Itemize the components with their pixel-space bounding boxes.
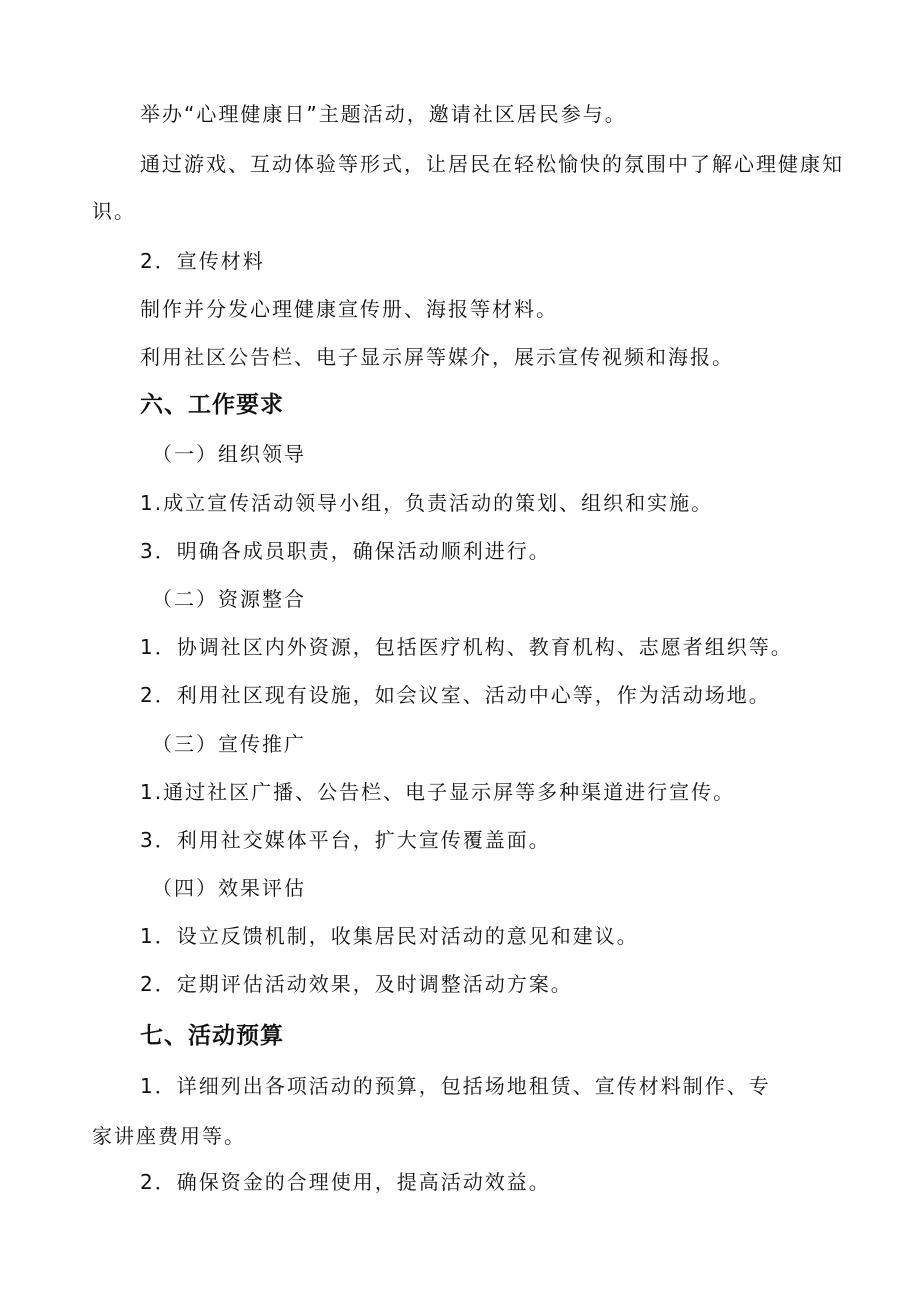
subheading-promotion: （三）宣传推广 bbox=[152, 732, 306, 756]
item-leadership-group: 1.成立宣传活动领导小组，负责活动的策划、组织和实施。 bbox=[140, 491, 714, 515]
paragraph-brochures: 制作并分发心理健康宣传册、海报等材料。 bbox=[140, 297, 558, 321]
subheading-organization: （一）组织领导 bbox=[152, 442, 306, 466]
item-social-media: 3．利用社交媒体平台，扩大宣传覆盖面。 bbox=[140, 828, 551, 852]
item-budget-line1: 1．详细列出各项活动的预算，包括场地租赁、宣传材料制作、专 bbox=[140, 1074, 771, 1098]
paragraph-games-line2: 识。 bbox=[92, 199, 136, 223]
item-budget-line2: 家讲座费用等。 bbox=[92, 1124, 246, 1148]
item-coordinate-resources: 1．协调社区内外资源，包括医疗机构、教育机构、志愿者组织等。 bbox=[140, 635, 793, 659]
subheading-resources: （二）资源整合 bbox=[152, 587, 306, 611]
section-heading-budget: 七、活动预算 bbox=[140, 1023, 284, 1049]
item-channels: 1.通过社区广播、公告栏、电子显示屏等多种渠道进行宣传。 bbox=[140, 780, 736, 804]
item-feedback: 1．设立反馈机制，收集居民对活动的意见和建议。 bbox=[140, 924, 639, 948]
paragraph-activity-day: 举办“心理健康日”主题活动，邀请社区居民参与。 bbox=[140, 102, 627, 126]
section-heading-work-requirements: 六、工作要求 bbox=[140, 392, 284, 418]
item-evaluate-effect: 2．定期评估活动效果，及时调整活动方案。 bbox=[140, 972, 573, 996]
subheading-evaluation: （四）效果评估 bbox=[152, 876, 306, 900]
item-fund-usage: 2．确保资金的合理使用，提高活动效益。 bbox=[140, 1170, 551, 1194]
item-use-facilities: 2．利用社区现有设施，如会议室、活动中心等，作为活动场地。 bbox=[140, 683, 771, 707]
paragraph-bulletin: 利用社区公告栏、电子显示屏等媒介，展示宣传视频和海报。 bbox=[140, 345, 734, 369]
paragraph-games-line1: 通过游戏、互动体验等形式，让居民在轻松愉快的氛围中了解心理健康知 bbox=[140, 152, 844, 176]
item-member-duties: 3．明确各成员职责，确保活动顺利进行。 bbox=[140, 539, 551, 563]
item-promo-materials: 2．宣传材料 bbox=[140, 249, 265, 273]
